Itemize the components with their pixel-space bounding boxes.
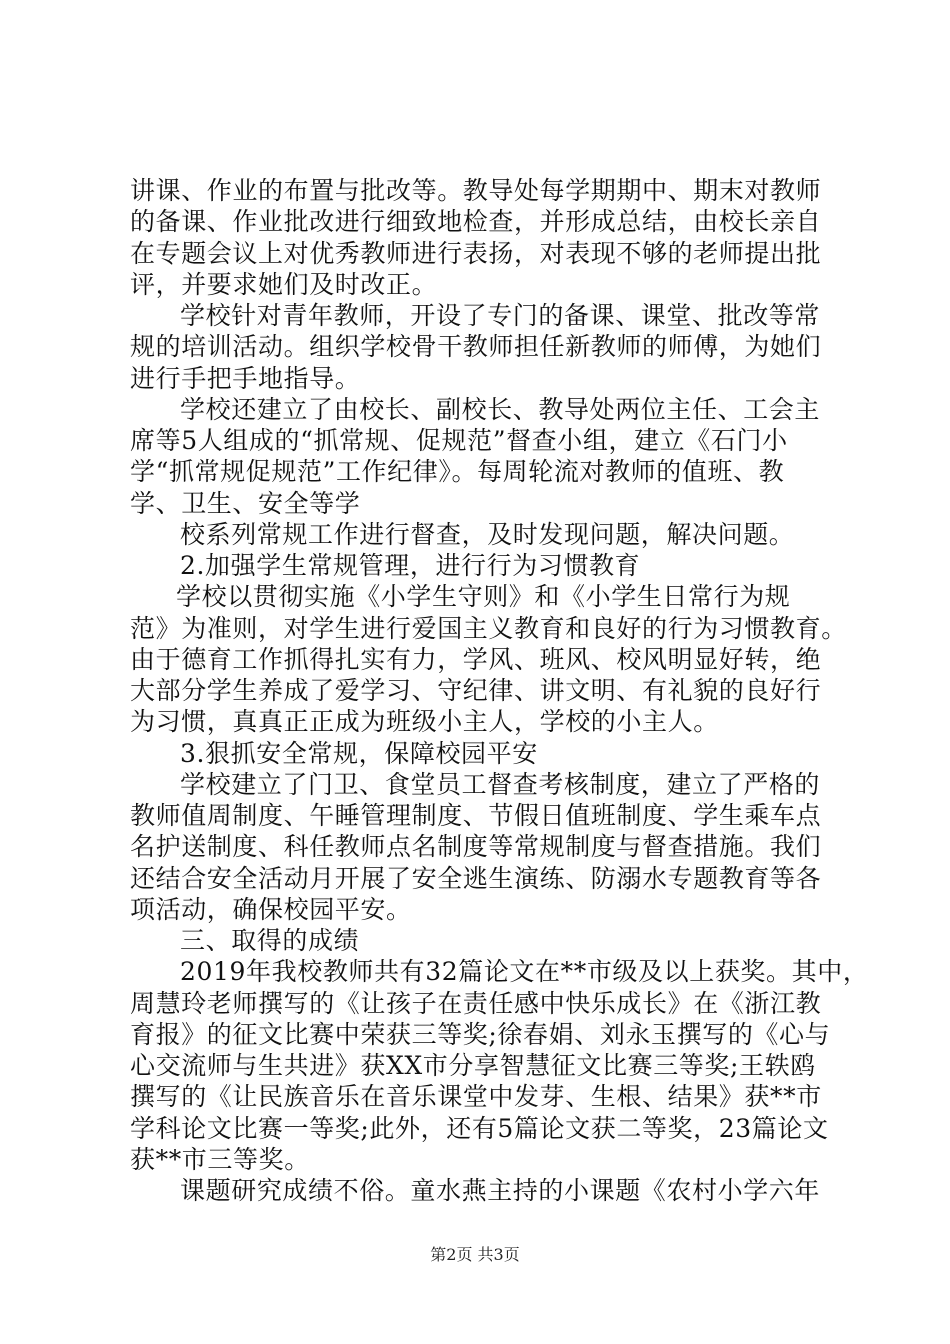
text-line: 评，并要求她们及时改正。 <box>130 270 438 299</box>
text-line: 在专题会议上对优秀教师进行表扬，对表现不够的老师提出批 <box>130 239 822 268</box>
text-line: 学、卫生、安全等学 <box>130 489 361 518</box>
text-line: 进行手把手地指导。 <box>130 364 361 393</box>
text-line: 大部分学生养成了爱学习、守纪律、讲文明、有礼貌的良好行 <box>130 676 822 705</box>
text-line: 为习惯，真真正正成为班级小主人，学校的小主人。 <box>130 707 719 736</box>
text-line: 范》为准则，对学生进行爱国主义教育和良好的行为习惯教育。 <box>130 614 847 643</box>
section-heading: 3.狠抓安全常规，保障校园平安 <box>180 739 538 768</box>
text-line: 席等5人组成的“抓常规、促规范”督查小组，建立《石门小 <box>130 426 788 455</box>
text-line: 由于德育工作抓得扎实有力，学风、班风、校风明显好转，绝 <box>130 645 822 674</box>
text-line: 学校建立了门卫、食堂员工督查考核制度，建立了严格的 <box>180 770 821 799</box>
text-line: 学校针对青年教师，开设了专门的备课、课堂、批改等常 <box>180 301 821 330</box>
text-line: 周慧玲老师撰写的《让孩子在责任感中快乐成长》在《浙江教 <box>130 989 822 1018</box>
text-line: 学“抓常规促规范”工作纪律》。每周轮流对教师的值班、教 <box>130 457 785 486</box>
text-line: 育报》的征文比赛中荣获三等奖;徐春娟、刘永玉撰写的《心与 <box>130 1020 831 1049</box>
text-line: 校系列常规工作进行督查，及时发现问题，解决问题。 <box>180 520 795 549</box>
text-line: 规的培训活动。组织学校骨干教师担任新教师的师傅，为她们 <box>130 332 822 361</box>
text-line: 2019年我校教师共有32篇论文在**市级及以上获奖。其中， <box>180 957 869 986</box>
text-line: 课题研究成绩不俗。童水燕主持的小课题《农村小学六年 <box>180 1176 821 1205</box>
text-line: 获**市三等奖。 <box>130 1145 310 1174</box>
text-line: 学校以贯彻实施《小学生守则》和《小学生日常行为规 <box>176 582 791 611</box>
text-line: 心交流师与生共进》获XX市分享智慧征文比赛三等奖;王轶鸥 <box>130 1051 816 1080</box>
section-heading: 2.加强学生常规管理，进行行为习惯教育 <box>180 551 641 580</box>
text-line: 项活动，确保校园平安。 <box>130 895 412 924</box>
text-line: 名护送制度、科任教师点名制度等常规制度与督查措施。我们 <box>130 832 822 861</box>
text-line: 讲课、作业的布置与批改等。教导处每学期期中、期末对教师 <box>130 176 822 205</box>
section-heading: 三、取得的成绩 <box>180 926 360 955</box>
text-line: 还结合安全活动月开展了安全逃生演练、防溺水专题教育等各 <box>130 864 822 893</box>
page-footer: 第2页 共3页 <box>430 1245 520 1264</box>
text-line: 学校还建立了由校长、副校长、教导处两位主任、工会主 <box>180 395 821 424</box>
text-line: 教师值周制度、午睡管理制度、节假日值班制度、学生乘车点 <box>130 801 822 830</box>
text-line: 的备课、作业批改进行细致地检查，并形成总结，由校长亲自 <box>130 207 822 236</box>
text-line: 学科论文比赛一等奖;此外，还有5篇论文获二等奖，23篇论文 <box>130 1114 829 1143</box>
text-line: 撰写的《让民族音乐在音乐课堂中发芽、生根、结果》获**市 <box>130 1082 822 1111</box>
